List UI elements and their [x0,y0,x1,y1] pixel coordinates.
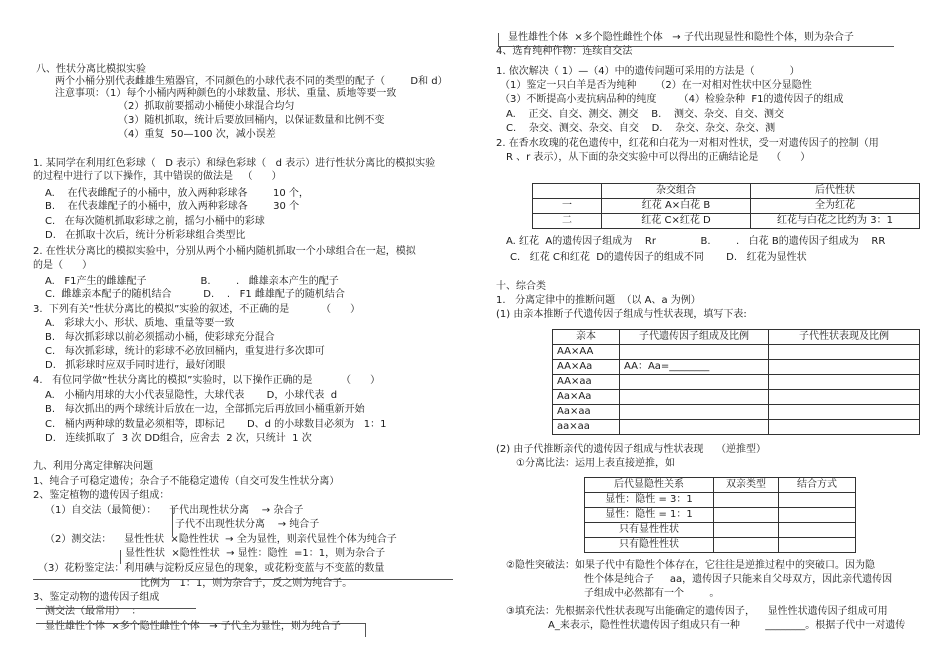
table-cell [769,375,920,390]
table-header-cell: 杂交组合 [602,184,751,199]
table-row [585,508,856,523]
text-line: C. 杂交、测交、杂交、自交 D. 杂交、杂交、杂交、测 [506,123,776,134]
text-line: ①分离比法：运用上表直接逆推，如 [516,458,675,469]
table-cell [714,523,779,538]
text-line: A. F1产生的雌雄配子 B. . 雌雄亲本产生的配子 [45,276,339,287]
text-line: A. 彩球大小、形状、质地、重量等要一致 [45,318,235,329]
genotype-table [552,329,920,435]
table-header-cell: 后代性状 [751,184,920,199]
table-cell [714,538,779,553]
bracket-line [120,550,121,564]
table-cell: 红花 C×红花 D [602,214,751,229]
table-header-row [553,330,920,345]
text-line: C. 在每次随机抓取彩球之前，摇匀小桶中的彩球 [45,216,265,227]
text-line: C. 红花 C和红花 D的遗传因子的组成不同 D. 红花为显性状 [510,252,807,263]
table-cell [769,360,920,375]
table-cell [620,405,769,420]
text-line: 2. 在香水玫瑰的花色遗传中，红花和白花为一对相对性状，受一对遗传因子的控制（用 [496,138,879,149]
text-line: 显性性状 ×隐性性状 → 显性：隐性 =1：1，则为杂合子 [125,548,386,559]
text-line: 4. 有位同学做“性状分离比的模拟”实验时，以下操作正确的是 （ ） [33,375,381,386]
table-cell: AA×Aa [553,360,620,375]
text-line: 子组成中必然都有一个 。 [584,588,720,599]
bracket-line [498,33,499,47]
text-line: A. 正交、自交、测交、测交 B. 测交、杂交、自交、测交 [506,109,785,120]
text-line: （3）随机抓取，统计后要放回桶内，以保证数量和比例不变 [118,115,385,126]
text-line: A. 在代表雌配子的小桶中，放入两种彩球各 10 个， [45,188,309,199]
text-line: （1）鉴定一只白羊是否为纯种 （2）在一对相对性状中区分显隐性 [500,80,812,91]
cross-table [532,183,920,229]
text-line: (1) 由亲本推断子代遗传因子组成与性状表现，填写下表: [496,309,747,320]
table-cell: 只有显性性状 [585,523,714,538]
bracket-line [36,608,196,609]
table-header-cell: 亲本 [553,330,620,345]
table-row [553,405,920,420]
text-line: D. 在抓取十次后，统计分析彩球组合类型比 [45,230,246,241]
table-row [585,538,856,553]
table-cell: 显性：隐性 = 3：1 [585,493,714,508]
table-cell [769,405,920,420]
table-cell [714,493,779,508]
text-line: 八、性状分离比模拟实验 [36,64,146,75]
table-header-row [533,184,920,199]
table-header-cell [533,184,602,199]
table-cell [620,420,769,435]
table-row [553,360,920,375]
text-line: ③填充法：先根据亲代性状表现写出能确定的遗传因子， 显性性状遗传因子组成可用 [506,606,888,617]
bracket-line [498,46,894,47]
text-line: 3. 下列有关“性状分离比的模拟”实验的叙述，不正确的是 （ ） [33,304,361,315]
table-cell: 一 [533,199,602,214]
text-line: （3）花粉鉴定法：利用碘与淀粉反应显色的现象，或花粉变蓝与不变蓝的数量 [38,563,385,574]
table-cell: 红花与白花之比约为 3：1 [751,214,920,229]
table-cell: AA×aa [553,375,620,390]
text-line: B. 每次抓出的两个球统计后放在一边，全部抓完后再放回小桶重新开始 [45,404,365,415]
table-row [585,523,856,538]
table-header-cell: 子代性状表现及比例 [769,330,920,345]
text-line: 两个小桶分别代表雌雄生殖器官，不同颜色的小球代表不同的类型的配子（ D和 d） [55,76,448,87]
bracket-line [33,579,453,580]
text-line: 3、鉴定动物的遗传因子组成 [33,592,160,603]
table-row [533,214,920,229]
text-line: C. 桶内两种球的数量必须相等，即标记 D、d 的小球数目必须为 1：1 [45,419,387,430]
text-line: （3）不断提高小麦抗病品种的纯度 （4）检验杂种 F1的遗传因子的组成 [500,94,844,105]
ratio-table [584,477,856,553]
table-cell: 红花 A×白花 B [602,199,751,214]
table-cell [779,538,856,553]
text-line: 的过程中进行了以下操作，其中错误的做法是 （ ） [33,171,282,182]
text-line: 比例为 1：1，则为杂合子，反之则为纯合子。 [140,578,353,589]
table-cell [620,375,769,390]
table-cell [620,345,769,360]
text-line: 1. 依次解决（ 1）—（4）中的遗传问题可采用的方法是（ ） [496,66,800,77]
text-line: D. 连续抓取了 3 次 DD组合，应舍去 2 次，只统计 1 次 [45,433,312,444]
table-cell: Aa×aa [553,405,620,420]
table-cell: 只有隐性性状 [585,538,714,553]
text-line: A_来表示，隐性性状遗传因子组成只有一种 ________。根据子代中一对遗传 [548,620,906,631]
text-line: 注意事项：（1）每个小桶内两种颜色的小球数量、形状、重量、质地等要一致 [55,88,397,99]
text-line: 1. 某同学在利用红色彩球（ D 表示）和绿色彩球（ d 表示）进行性状分离比的模拟实验 [33,158,436,169]
text-line: 2、鉴定植物的遗传因子组成： [33,490,170,501]
table-cell [779,508,856,523]
table-cell [779,523,856,538]
table-row [533,199,920,214]
table-header-cell: 结合方式 [779,478,856,493]
table-row [553,345,920,360]
table-header-cell: 子代遗传因子组成及比例 [620,330,769,345]
table-header-cell: 双亲类型 [714,478,779,493]
text-line: 4、选育纯种作物：连续自交法 [496,46,633,57]
table-cell: AA：Aa=________ [620,360,769,375]
text-line: A. 小桶内用球的大小代表显隐性，大球代表 D，小球代表 d [45,390,338,401]
text-line: 性个体是纯合子 aa，遗传因子只能来自父母双方，因此亲代遗传因 [584,574,893,585]
text-line: 显性雄性个体 ×多个隐性雌性个体 → 子代全为显性，则为纯合子 [45,621,341,632]
table-cell [769,420,920,435]
text-line: 2. 在性状分离比的模拟实验中，分别从两个小桶内随机抓取一个小球组合在一起，模拟 [33,246,416,257]
text-line: 子代不出现性状分离 → 纯合子 [175,519,320,530]
text-line: （1）自交法（最简便）： 子代出现性状分离 → 杂合子 [45,505,304,516]
table-row [553,420,920,435]
table-row [585,493,856,508]
text-line: A. 红花 A的遗传因子组成为 Rr B. . 白花 B的遗传因子组成为 RR [506,236,886,247]
table-cell [769,345,920,360]
table-cell [779,493,856,508]
bracket-line [365,623,366,637]
text-line: C. 雌雄亲本配子的随机结合 D. . F1 雌雄配子的随机结合 [45,289,345,300]
table-cell [620,390,769,405]
table-cell: AA×AA [553,345,620,360]
text-line: 的是（ ） [33,260,93,271]
text-line: 1、纯合子可稳定遗传；杂合子不能稳定遗传（自交可发生性状分离） [33,476,340,487]
table-header-cell: 后代显隐性关系 [585,478,714,493]
table-cell [714,508,779,523]
bracket-line [36,623,366,624]
table-cell: 显性：隐性 = 1：1 [585,508,714,523]
table-cell: 二 [533,214,602,229]
text-line: 显性雄性个体 ×多个隐性雌性个体 → 子代出现显性和隐性个体，则为杂合子 [508,32,854,43]
text-line: D. 抓彩球时应双手同时进行，最好闭眼 [45,360,226,371]
table-cell: aa×aa [553,420,620,435]
text-line: B. 在代表雄配子的小桶中，放入两种彩球各 30 个 [45,201,300,212]
text-line: (2) 由子代推断亲代的遗传因子组成与性状表现 （逆推型） [496,444,767,455]
table-row [553,375,920,390]
table-header-row [585,478,856,493]
table-cell [769,390,920,405]
text-line: R 、r 表示），从下面的杂交实验中可以得出的正确结论是 （ ） [506,152,811,163]
table-row [553,390,920,405]
text-line: 1. 分离定律中的推断问题 （以 A、a 为例） [496,295,701,306]
text-line: 测交法（最常用） ： [45,606,142,617]
text-line: C. 每次抓彩球，统计的彩球不必放回桶内，重复进行多次即可 [45,346,325,357]
text-line: B. 每次抓彩球以前必须摇动小桶，使彩球充分混合 [45,332,275,343]
text-line: 十、综合类 [496,281,546,292]
table-cell: Aa×Aa [553,390,620,405]
text-line: （2）抓取前要摇动小桶使小球混合均匀 [118,101,295,112]
text-line: （4）重复 50—100 次，减小误差 [118,129,276,140]
text-line: （2）测交法： 显性性状 ×隐性性状 → 全为显性，则亲代显性个体为纯合子 [45,534,397,545]
table-cell: 全为红花 [751,199,920,214]
bracket-line [172,506,173,536]
text-line: ②隐性突破法：如果子代中有隐性个体存在，它往往是逆推过程中的突破口。因为隐 [506,560,875,571]
text-line: 九、利用分离定律解决问题 [33,461,153,472]
